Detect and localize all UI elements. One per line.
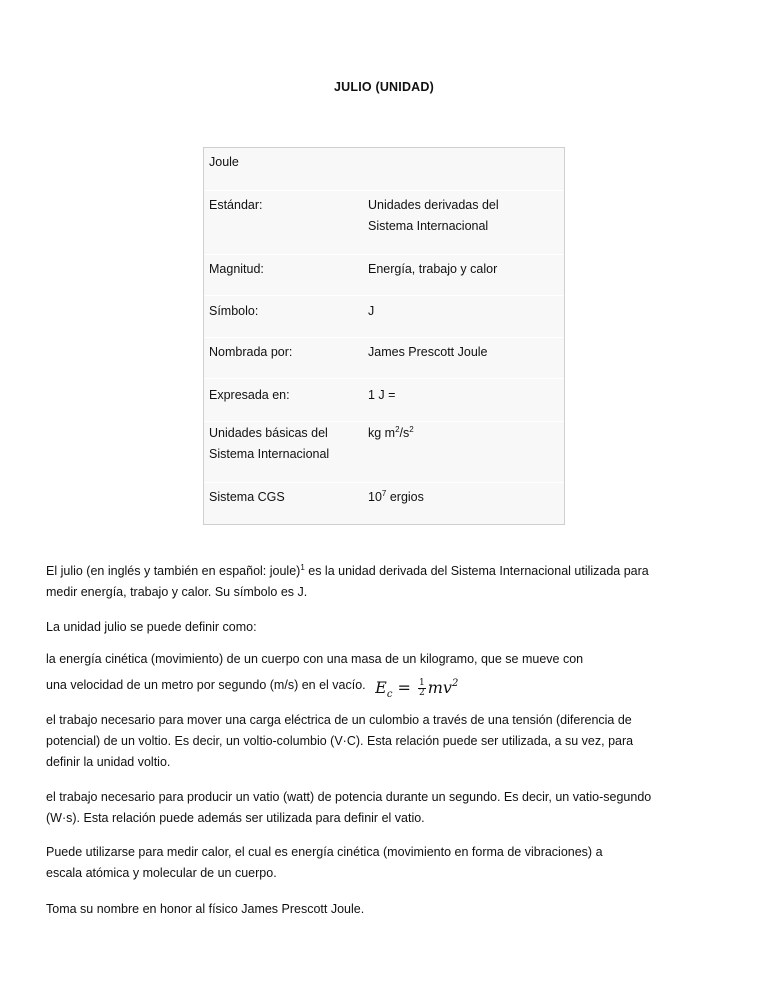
infobox-label: Nombrada por: <box>209 345 293 359</box>
text-line: definir la unidad voltio. <box>46 755 171 769</box>
page-title: JULIO (UNIDAD) <box>333 80 435 94</box>
text-line: medir energía, trabajo y calor. Su símbolo es J. <box>46 585 308 599</box>
text-line: una velocidad de un metro por segundo (m/s) en el vacío. <box>46 678 366 692</box>
text-line: es la unidad derivada del Sistema Internacional utilizada para <box>304 564 649 578</box>
text-line: El julio (en inglés y también en español: joule) <box>46 564 301 578</box>
formula-equals: = <box>392 678 416 697</box>
infobox-value <box>368 487 558 508</box>
text-line: el trabajo necesario para mover una carga eléctrica de un culombio a través de una tensión (diferencia de <box>46 713 632 727</box>
infobox-value: James Prescott Joule <box>368 345 488 359</box>
text-line: la energía cinética (movimiento) de un cuerpo con una masa de un kilogramo, que se mueve con <box>46 652 584 666</box>
infobox-value-line: Sistema Internacional <box>368 219 489 233</box>
infobox-value: 1 J = <box>368 388 396 402</box>
infobox-header-row <box>204 152 564 190</box>
infobox-table <box>203 147 565 525</box>
value-text: 10 <box>368 490 382 504</box>
formula-fraction <box>418 679 426 698</box>
infobox-row-expresada <box>204 378 564 422</box>
paragraph-name-origin: Toma su nombre en honor al físico James Prescott Joule. <box>46 902 365 916</box>
superscript: 2 <box>409 425 414 434</box>
infobox-label-line: Sistema Internacional <box>209 447 330 461</box>
infobox-row-unidades-basicas <box>204 421 564 483</box>
text-line: (W·s). Esta relación puede además ser utilizada para definir el vatio. <box>46 811 425 825</box>
text-line: el trabajo necesario para producir un vatio (watt) de potencia durante un segundo. Es decir, un vatio-segundo <box>46 790 652 804</box>
fraction-denominator: 2 <box>419 688 425 698</box>
infobox-label: Símbolo: <box>209 304 259 318</box>
infobox-row-estandar <box>204 190 564 255</box>
paragraph-kinetic <box>46 649 726 670</box>
paragraph-intro <box>46 561 726 603</box>
infobox-value: J <box>368 304 375 318</box>
superscript: 7 <box>381 489 387 498</box>
infobox-label: Sistema CGS <box>209 490 285 504</box>
infobox-value <box>368 195 558 237</box>
text-line: Puede utilizarse para medir calor, el cual es energía cinética (movimiento en forma de vibraciones) a <box>46 845 603 859</box>
formula-lhs: E <box>375 678 387 697</box>
value-text: /s <box>399 426 410 440</box>
footnote-ref[interactable]: 1 <box>300 563 305 572</box>
formula-superscript: 2 <box>451 678 459 689</box>
superscript: 2 <box>395 425 400 434</box>
kinetic-energy-formula <box>375 677 458 705</box>
paragraph-heat <box>46 842 726 884</box>
infobox-row-magnitud <box>204 254 564 296</box>
infobox-label-line: Unidades básicas del <box>209 426 328 440</box>
infobox-label: Expresada en: <box>209 388 290 402</box>
infobox-label <box>209 423 359 465</box>
text-line: potencial) de un voltio. Es decir, un voltio-columbio (V·C). Esta relación puede ser utilizada, a su vez, para <box>46 734 634 748</box>
infobox-header: Joule <box>209 155 239 169</box>
value-text: kg m <box>368 426 396 440</box>
paragraph-electric-work <box>46 710 726 773</box>
formula-rhs: mv <box>427 678 452 697</box>
infobox-row-simbolo <box>204 295 564 338</box>
infobox-value-line: Unidades derivadas del <box>368 198 499 212</box>
infobox-label: Estándar: <box>209 198 263 212</box>
paragraph-definition-intro: La unidad julio se puede definir como: <box>46 620 257 634</box>
paragraph-kinetic-line2 <box>46 675 726 705</box>
infobox-value: Energía, trabajo y calor <box>368 262 498 276</box>
paragraph-power-work <box>46 787 726 829</box>
infobox-row-cgs <box>204 482 564 525</box>
value-text: ergios <box>386 490 424 504</box>
infobox-row-nombrada <box>204 337 564 379</box>
infobox-value <box>368 423 558 444</box>
fraction-numerator: 1 <box>419 678 425 688</box>
infobox-label: Magnitud: <box>209 262 264 276</box>
formula-subscript: c <box>386 689 393 701</box>
text-line: escala atómica y molecular de un cuerpo. <box>46 866 277 880</box>
